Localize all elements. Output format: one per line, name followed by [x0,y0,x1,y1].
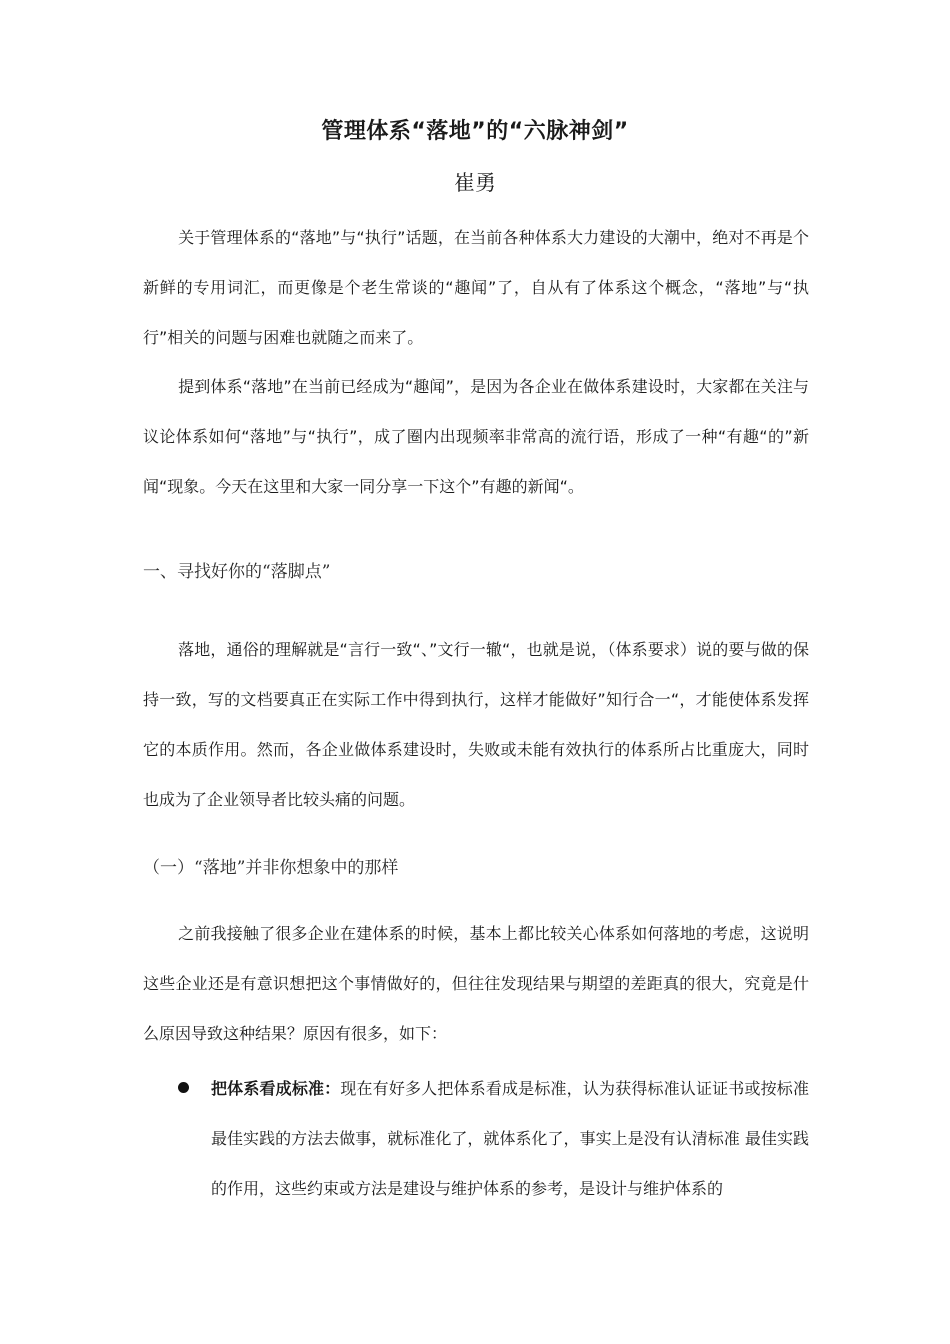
document-title: 管理体系“落地”的“六脉神剑” [321,119,629,144]
bullet-item-1-label: 把体系看成标准： [211,1079,341,1098]
section-1-paragraph [143,625,809,825]
intro-paragraph-2 [143,362,809,512]
bullet-item-1 [211,1064,809,1214]
bullet-dot-icon [178,1082,189,1093]
subsection-1-paragraph-text: 之前我接触了很多企业在建体系的时候，基本上都比较关心体系如何落地的考虑，这说明这些企业还是有意识想把这个事情做好的，但往往发现结果与期望的差距真的很大，究竟是什么原因导致这种结果？原因有很多，如下： [143,924,809,1043]
bullet-item-1-text: 现在有好多人把体系看成是标准，认为获得标准认证证书或按标准 最佳实践的方法去做事，就标准化了，就体系化了，事实上是没有认清标准 最佳实践的作用，这些约束或方法是建设与维护体系的参考，是设计与维护体系的 [211,1079,809,1198]
author-name: 崔勇 [454,171,496,195]
section-heading-1: 一、寻找好你的“落脚点” [143,562,331,582]
intro-paragraph-2-text: 提到体系“落地”在当前已经成为“趣闻”，是因为各企业在做体系建设时，大家都在关注与议论体系如何“落地”与“执行”，成了圈内出现频率非常高的流行语，形成了一种“有趣“的”新闻“现象。今天在这里和大家一同分享一下这个”有趣的新闻“。 [143,377,809,496]
intro-paragraph-1-text: 关于管理体系的“落地”与“执行”话题，在当前各种体系大力建设的大潮中，绝对不再是个新鲜的专用词汇，而更像是个老生常谈的“趣闻”了，自从有了体系这个概念，“落地”与“执行”相关的问题与困难也就随之而来了。 [143,228,809,347]
section-1-paragraph-text: 落地，通俗的理解就是“言行一致“、”文行一辙“，也就是说，（体系要求）说的要与做的保持一致，写的文档要真正在实际工作中得到执行，这样才能做好”知行合一“，才能使体系发挥它的本质作用。然而，各企业做体系建设时，失败或未能有效执行的体系所占比重庞大，同时也成为了企业领导者比较头痛的问题。 [143,640,809,809]
subsection-heading-1: （一）“落地”并非你想象中的那样 [143,858,399,878]
intro-paragraph-1 [143,213,809,363]
subsection-1-paragraph [143,909,809,1059]
